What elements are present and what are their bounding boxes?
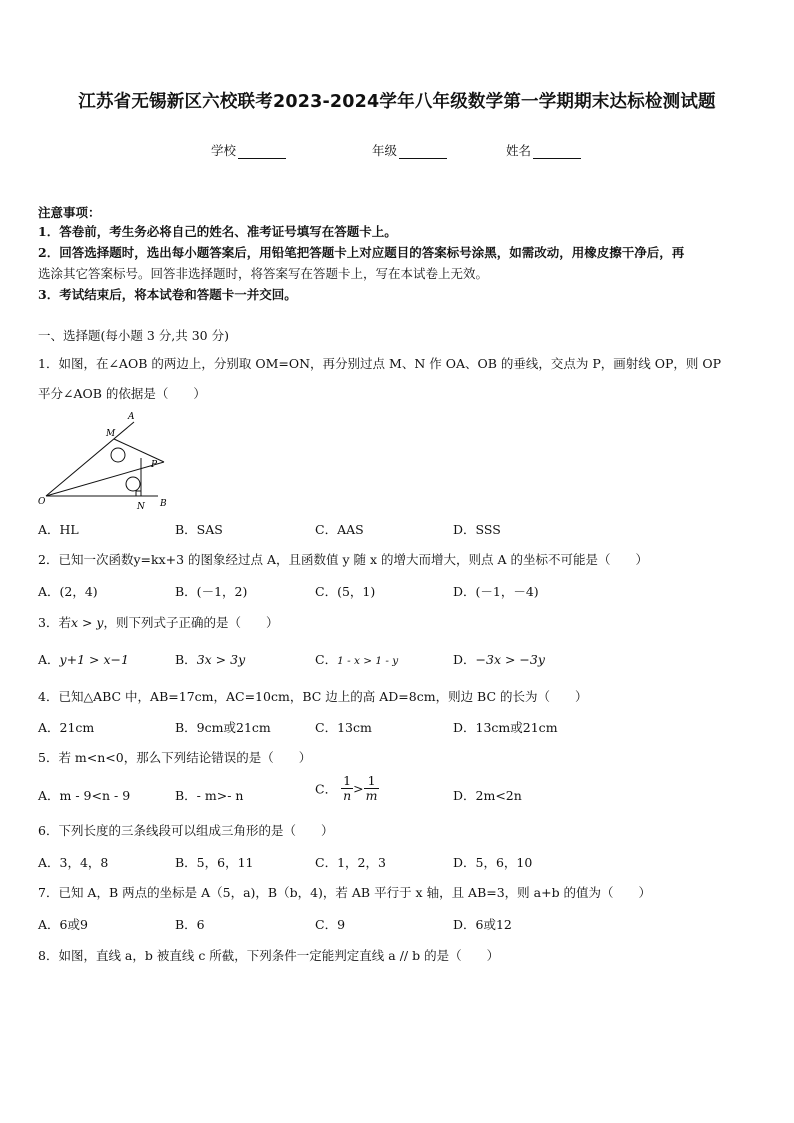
q8-stem: 8．如图，直线 a，b 被直线 c 所截，下列条件一定能判定直线 a // b 的是（ ） [38, 948, 500, 963]
q3-condition: x > y [70, 615, 104, 630]
label-m: M [106, 429, 116, 439]
q1-stem-line1: 1．如图，在∠AOB 的两边上，分别取 OM=ON，再分别过点 M、N 作 OA、OB 的垂线，交点为 P，画射线 OP，则 OP [38, 356, 722, 371]
q6-option-a[interactable]: A．3，4，8 [38, 855, 109, 870]
q3-option-c[interactable]: C．1 - x > 1 - y [315, 652, 399, 667]
q3-option-a[interactable]: A．y+1 > x−1 [38, 652, 129, 667]
q3-stem: 3．若x > y，则下列式子正确的是（ ） [38, 615, 279, 630]
q6-stem: 6．下列长度的三条线段可以组成三角形的是（ ） [38, 823, 334, 838]
q7-option-b[interactable]: B．6 [175, 917, 205, 932]
q1-figure [36, 408, 176, 513]
section-heading: 一、选择题(每小题 3 分,共 30 分) [38, 328, 229, 343]
name-field [506, 141, 581, 159]
q4-option-c[interactable]: C．13cm [315, 720, 372, 735]
note-1: 1．答卷前，考生务必将自己的姓名、准考证号填写在答题卡上。 [38, 224, 397, 239]
exam-title: 江苏省无锡新区六校联考2023-2024学年八年级数学第一学期期末达标检测试题 [78, 92, 716, 112]
q2-option-b[interactable]: B．(－1，2) [175, 584, 248, 599]
q1-option-a[interactable]: A．HL [38, 522, 79, 537]
q5-fraction-left: $\frac{1}{n}$ [343, 773, 352, 803]
q5-option-b[interactable]: B．- m>- n [175, 788, 244, 803]
note-2: 2．回答选择题时，选出每小题答案后，用铅笔把答题卡上对应题目的答案标号涂黑，如需改动，用橡皮擦干净后，再 [38, 245, 685, 260]
q2-option-c[interactable]: C．(5，1) [315, 584, 376, 599]
q4-option-b[interactable]: B．9cm或21cm [175, 720, 271, 735]
q1-option-d[interactable]: D．SSS [453, 522, 501, 537]
label-b: B [160, 499, 167, 509]
label-o: O [38, 497, 46, 507]
grade-field [372, 141, 447, 159]
q4-stem: 4．已知△ABC 中，AB=17cm，AC=10cm，BC 边上的高 AD=8cm，则边 BC 的长为（ ） [38, 689, 588, 704]
q7-option-d[interactable]: D．6或12 [453, 917, 512, 932]
grade-label: 年级 [372, 143, 398, 158]
q3-option-d[interactable]: D．−3x > −3y [453, 652, 545, 667]
q4-option-d[interactable]: D．13cm或21cm [453, 720, 558, 735]
q6-option-c[interactable]: C．1，2，3 [315, 855, 386, 870]
q1-stem-line2: 平分∠AOB 的依据是（ ） [38, 386, 206, 401]
q7-option-c[interactable]: C．9 [315, 917, 346, 932]
q5-fraction-right: $\frac{1}{m}$ [365, 773, 378, 803]
label-n: N [137, 502, 145, 512]
name-label: 姓名 [506, 143, 532, 158]
q6-option-d[interactable]: D．5，6，10 [453, 855, 533, 870]
q6-option-b[interactable]: B．5，6，11 [175, 855, 254, 870]
q2-option-d[interactable]: D．(－1，－4) [453, 584, 539, 599]
q1-option-b[interactable]: B．SAS [175, 522, 223, 537]
label-a: A [128, 412, 135, 422]
q2-stem: 2．已知一次函数y=kx+3 的图象经过点 A，且函数值 y 随 x 的增大而增大，则点 A 的坐标不可能是（ ） [38, 552, 648, 567]
q5-stem: 5．若 m<n<0，那么下列结论错误的是（ ） [38, 750, 312, 765]
q3-option-b[interactable]: B．3x > 3y [175, 652, 246, 667]
name-blank [533, 146, 581, 159]
q7-option-a[interactable]: A．6或9 [38, 917, 88, 932]
q2-option-a[interactable]: A．(2，4) [38, 584, 98, 599]
ray-oa [46, 422, 134, 496]
q5-option-d[interactable]: D．2m<2n [453, 788, 522, 803]
ray-op [46, 462, 164, 496]
q1-option-c[interactable]: C．AAS [315, 522, 364, 537]
note-2-cont: 选涂其它答案标号。回答非选择题时，将答案写在答题卡上，写在本试卷上无效。 [38, 266, 489, 281]
school-label: 学校 [211, 143, 237, 158]
label-p: P [151, 460, 158, 470]
grade-blank [399, 146, 447, 159]
angle-mark-lower [126, 477, 140, 491]
line-mp [114, 439, 164, 462]
school-field [211, 141, 286, 159]
q7-stem: 7．已知 A，B 两点的坐标是 A（5，a)，B（b，4)，若 AB 平行于 x 轴，且 AB=3，则 a+b 的值为（ ） [38, 885, 652, 900]
q5-option-c[interactable]: C． $\frac{1}{n}$ > $\frac{1}{m}$ [315, 773, 378, 803]
q4-option-a[interactable]: A．21cm [38, 720, 95, 735]
q5-option-a[interactable]: A．m - 9<n - 9 [38, 788, 131, 803]
note-3: 3．考试结束后，将本试卷和答题卡一并交回。 [38, 287, 297, 302]
notes-heading: 注意事项： [38, 205, 101, 220]
angle-mark-upper [111, 448, 125, 462]
school-blank [238, 146, 286, 159]
